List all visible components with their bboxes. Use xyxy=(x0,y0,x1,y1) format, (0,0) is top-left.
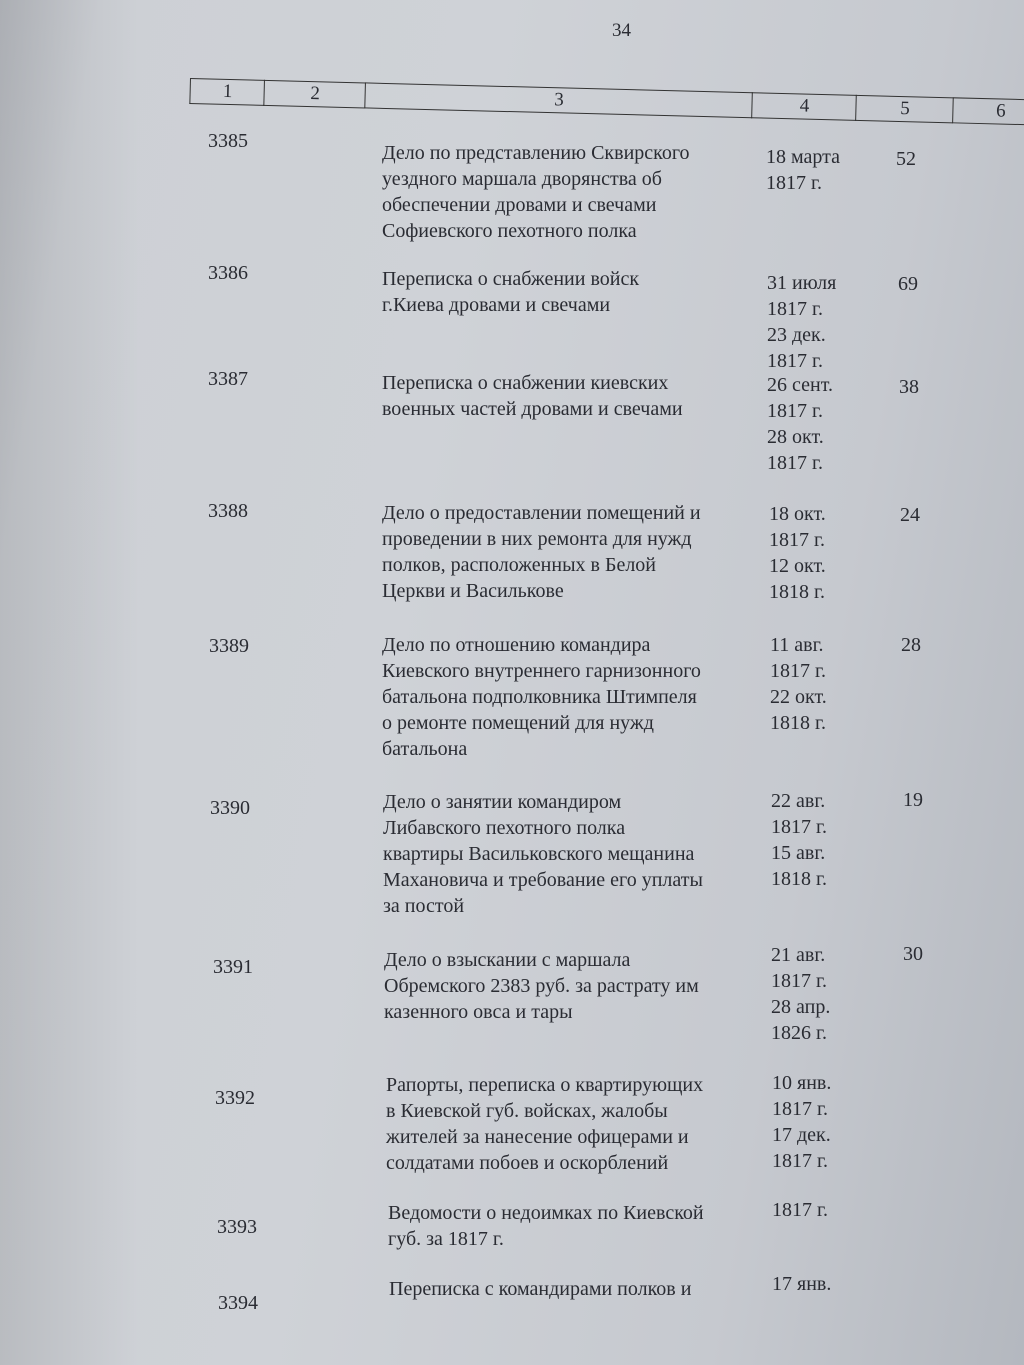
record-title-line: Софиевского пехотного полка xyxy=(382,220,637,242)
record-number: 3391 xyxy=(213,956,253,978)
record-date-line: 28 апр. xyxy=(771,996,831,1018)
record-date-line: 10 янв. xyxy=(772,1072,832,1094)
record-date-line: 1817 г. xyxy=(767,400,823,422)
record-title xyxy=(382,370,683,422)
record-sheets: 69 xyxy=(898,273,918,295)
record-sheets: 19 xyxy=(903,789,923,811)
record-title xyxy=(382,266,639,318)
record-date-line: 1817 г. xyxy=(772,1150,828,1172)
record-date-line: 21 авг. xyxy=(771,944,826,966)
record-date-line: 1818 г. xyxy=(770,712,826,734)
record-number: 3390 xyxy=(210,797,250,819)
record-dates xyxy=(767,372,833,476)
record-title-line: Церкви и Василькове xyxy=(382,580,564,602)
record-title-line: за постой xyxy=(383,895,465,917)
record-date-line: 15 авг. xyxy=(771,842,826,864)
record-title-line: Махановича и требование его уплаты xyxy=(383,869,703,891)
record-title-line: Дело о предоставлении помещений и xyxy=(382,502,701,524)
record-title-line: Рапорты, переписка о квартирующих xyxy=(386,1074,704,1096)
record-title-line: квартиры Васильковского мещанина xyxy=(383,843,695,865)
record-title-line: г.Киева дровами и свечами xyxy=(382,294,611,316)
record-sheets: 38 xyxy=(899,376,919,398)
record-title-line: Дело по представлению Сквирского xyxy=(382,142,690,164)
record-title-line: казенного овса и тары xyxy=(384,1001,573,1023)
record-title-line: обеспечении дровами и свечами xyxy=(382,194,657,216)
record-number: 3392 xyxy=(215,1087,255,1109)
record-date-line: 1817 г. xyxy=(772,1199,828,1221)
record-title-line: Либавского пехотного полка xyxy=(383,817,626,839)
record-title xyxy=(382,500,701,604)
record-title-line: уездного маршала дворянства об xyxy=(382,168,662,190)
record-date-line: 22 авг. xyxy=(771,790,826,812)
column-header-row xyxy=(189,78,1024,130)
record-title xyxy=(384,947,699,1025)
record-title-line: Переписка о снабжении войск xyxy=(382,268,640,290)
record-date-line: 1818 г. xyxy=(769,581,825,603)
record-date-line: 1817 г. xyxy=(772,1098,828,1120)
record-dates xyxy=(772,1070,831,1174)
record-title-line: о ремонте помещений для нужд xyxy=(382,712,654,734)
record-title-line: Дело о взыскании с маршала xyxy=(384,949,631,971)
record-number: 3387 xyxy=(208,368,248,390)
record-sheets: 28 xyxy=(901,634,921,656)
record-title xyxy=(383,789,703,919)
record-date-line: 18 марта xyxy=(766,146,840,168)
record-date-line: 1826 г. xyxy=(771,1022,827,1044)
record-title-line: Дело о занятии командиром xyxy=(383,791,622,813)
record-title xyxy=(389,1276,691,1302)
record-title-line: Переписка с командирами полков и xyxy=(389,1278,692,1300)
record-title-line: в Киевской губ. войсках, жалобы xyxy=(386,1100,668,1122)
column-header-3: 3 xyxy=(364,82,753,118)
record-sheets: 30 xyxy=(903,943,923,965)
record-title-line: батальона подполковника Штимпеля xyxy=(382,686,697,708)
column-header-6: 6 xyxy=(952,97,1024,125)
record-title-line: полков, расположенных в Белой xyxy=(382,554,657,576)
record-date-line: 1817 г. xyxy=(767,452,823,474)
record-sheets: 52 xyxy=(896,148,916,170)
record-number: 3389 xyxy=(209,635,249,657)
record-title-line: военных частей дровами и свечами xyxy=(382,398,683,420)
record-title xyxy=(386,1072,703,1176)
record-title-line: Ведомости о недоимках по Киевской xyxy=(388,1202,704,1224)
record-date-line: 31 июля xyxy=(767,272,837,294)
record-title xyxy=(382,632,701,762)
record-date-line: 1817 г. xyxy=(771,970,827,992)
record-dates xyxy=(771,942,830,1046)
record-title-line: батальона xyxy=(382,738,468,760)
record-date-line: 1817 г. xyxy=(766,172,822,194)
record-number: 3385 xyxy=(208,130,248,152)
column-header-2: 2 xyxy=(263,80,366,109)
record-title-line: Киевского внутреннего гарнизонного xyxy=(382,660,701,682)
record-dates xyxy=(766,144,840,196)
record-number: 3393 xyxy=(217,1216,257,1238)
record-number: 3394 xyxy=(218,1292,258,1314)
record-number: 3386 xyxy=(208,262,248,284)
record-date-line: 1817 г. xyxy=(767,298,823,320)
record-dates xyxy=(772,1271,831,1297)
record-date-line: 1818 г. xyxy=(771,868,827,890)
record-title-line: проведении в них ремонта для нужд xyxy=(382,528,692,550)
record-date-line: 1817 г. xyxy=(771,816,827,838)
record-title-line: губ. за 1817 г. xyxy=(388,1228,504,1250)
record-date-line: 12 окт. xyxy=(769,555,826,577)
record-date-line: 11 авг. xyxy=(770,634,824,656)
record-date-line: 18 окт. xyxy=(769,503,826,525)
record-title-line: Переписка о снабжении киевских xyxy=(382,372,669,394)
record-date-line: 17 дек. xyxy=(772,1124,831,1146)
record-title-line: Обремского 2383 руб. за растрату им xyxy=(384,975,699,997)
record-date-line: 23 дек. xyxy=(767,324,826,346)
record-number: 3388 xyxy=(208,500,248,522)
record-date-line: 22 окт. xyxy=(770,686,827,708)
record-date-line: 17 янв. xyxy=(772,1273,832,1295)
record-date-line: 28 окт. xyxy=(767,426,824,448)
record-dates xyxy=(771,788,827,892)
column-header-4: 4 xyxy=(751,92,857,121)
record-date-line: 1817 г. xyxy=(767,350,823,372)
page-number: 34 xyxy=(612,20,631,41)
record-date-line: 26 сент. xyxy=(767,374,833,396)
record-title-line: жителей за нанесение офицерами и xyxy=(386,1126,689,1148)
record-title xyxy=(382,140,690,244)
record-date-line: 1817 г. xyxy=(770,660,826,682)
record-dates xyxy=(769,501,826,605)
record-sheets: 24 xyxy=(900,504,920,526)
record-dates xyxy=(767,270,836,374)
record-title xyxy=(388,1200,704,1252)
record-title-line: солдатами побоев и оскорблений xyxy=(386,1152,669,1174)
column-header-5: 5 xyxy=(855,95,954,123)
record-title-line: Дело по отношению командира xyxy=(382,634,651,656)
record-dates xyxy=(770,632,827,736)
column-header-1: 1 xyxy=(189,78,265,106)
record-dates xyxy=(772,1197,828,1223)
record-date-line: 1817 г. xyxy=(769,529,825,551)
